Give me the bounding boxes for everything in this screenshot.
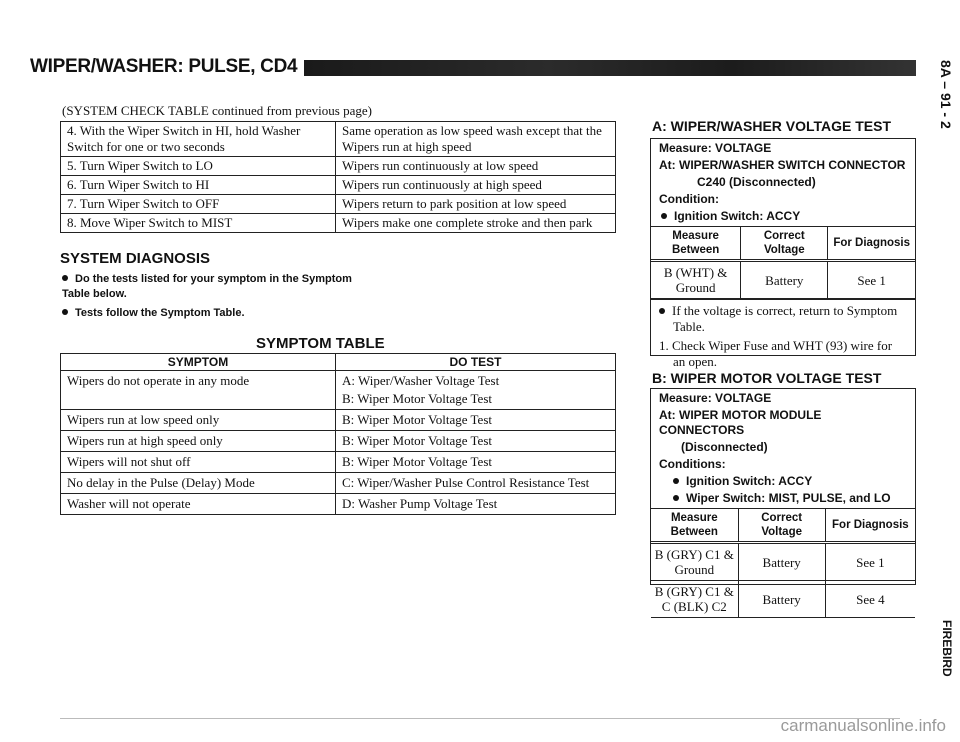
section-page-tab: 8A – 91 - 2 xyxy=(938,60,954,129)
bottom-rule xyxy=(60,718,900,719)
correct-voltage-header: Correct Voltage xyxy=(738,509,825,543)
test-b-measure-table xyxy=(651,508,915,618)
table-row xyxy=(61,214,616,233)
check-result: Wipers return to park position at low speed xyxy=(336,195,616,214)
diagnosis-bullet-text: Do the tests listed for your symptom in the Symptom Table below. xyxy=(62,273,352,300)
check-result: Wipers run continuously at low speed xyxy=(336,157,616,176)
do-test-cell: B: Wiper Motor Voltage Test xyxy=(336,410,616,431)
measure-between-cell: B (GRY) C1 & Ground xyxy=(651,543,738,581)
table-row xyxy=(61,157,616,176)
test-b-title: B: WIPER MOTOR VOLTAGE TEST xyxy=(652,370,882,386)
table-row xyxy=(61,176,616,195)
test-a-numbered-note: 1. Check Wiper Fuse and WHT (93) wire for an open. xyxy=(659,338,893,369)
check-step: 6. Turn Wiper Switch to HI xyxy=(61,176,336,195)
for-diagnosis-cell: See 4 xyxy=(825,581,915,618)
table-row xyxy=(61,452,616,473)
diagnosis-bullet xyxy=(62,272,362,302)
symptom-cell: Wipers run at low speed only xyxy=(61,410,336,431)
correct-voltage-cell: Battery xyxy=(741,261,828,299)
table-row xyxy=(61,494,616,515)
for-diagnosis-header: For Diagnosis xyxy=(825,509,915,543)
measure-between-header: Measure Between xyxy=(651,509,738,543)
table-row xyxy=(651,261,915,299)
check-result: Wipers make one complete stroke and then park xyxy=(336,214,616,233)
correct-voltage-header: Correct Voltage xyxy=(741,227,828,261)
table-header-row xyxy=(651,227,915,261)
table-row xyxy=(61,473,616,494)
do-test-cell: D: Washer Pump Voltage Test xyxy=(336,494,616,515)
symptom-cell: Wipers do not operate in any mode xyxy=(61,371,336,410)
symptom-cell: Wipers run at high speed only xyxy=(61,431,336,452)
test-b-at-line2: (Disconnected) xyxy=(681,440,768,454)
bullet-dot-icon xyxy=(661,213,667,219)
test-a-box xyxy=(650,138,916,369)
table-header-row xyxy=(61,354,616,371)
test-b-at-line1: At: WIPER MOTOR MODULE CONNECTORS xyxy=(659,408,822,437)
test-a-bullet-note xyxy=(659,303,907,335)
check-step: 4. With the Wiper Switch in HI, hold Washer Switch for one or two seconds xyxy=(61,122,336,157)
test-a-measure-table xyxy=(651,226,915,299)
table-row xyxy=(651,581,915,618)
symptom-cell: Wipers will not shut off xyxy=(61,452,336,473)
test-a-at-line1: At: WIPER/WASHER SWITCH CONNECTOR xyxy=(659,158,906,172)
table-row xyxy=(61,431,616,452)
correct-voltage-cell: Battery xyxy=(738,581,825,618)
check-result: Same operation as low speed wash except that the Wipers run at high speed xyxy=(336,122,616,157)
symptom-cell: No delay in the Pulse (Delay) Mode xyxy=(61,473,336,494)
for-diagnosis-cell: See 1 xyxy=(825,543,915,581)
check-step: 8. Move Wiper Switch to MIST xyxy=(61,214,336,233)
test-b-condition xyxy=(651,489,915,506)
table-row xyxy=(61,410,616,431)
do-test-cell: C: Wiper/Washer Pulse Control Resistance Test xyxy=(336,473,616,494)
diagnosis-bullet xyxy=(62,306,362,321)
table-header-row xyxy=(651,509,915,543)
watermark: carmanualsonline.info xyxy=(780,716,946,735)
diagnosis-bullet-text: Tests follow the Symptom Table. xyxy=(75,307,245,319)
symptom-table-title: SYMPTOM TABLE xyxy=(256,335,385,352)
test-ref: A: Wiper/Washer Voltage Test xyxy=(342,373,500,388)
do-test-cell: B: Wiper Motor Voltage Test xyxy=(336,452,616,473)
for-diagnosis-cell: See 1 xyxy=(828,261,915,299)
test-b-box xyxy=(650,388,916,614)
test-a-at-line2: C240 (Disconnected) xyxy=(697,175,816,189)
continued-note: (SYSTEM CHECK TABLE continued from previous page) xyxy=(62,103,372,118)
table-row xyxy=(61,122,616,157)
for-diagnosis-header: For Diagnosis xyxy=(828,227,915,261)
do-test-column-header: DO TEST xyxy=(336,354,616,371)
table-row xyxy=(61,371,616,410)
bullet-dot-icon xyxy=(673,495,679,501)
bullet-dot-icon xyxy=(62,309,68,315)
test-a-notes xyxy=(651,299,915,370)
diagnosis-heading: SYSTEM DIAGNOSIS xyxy=(60,250,211,267)
bullet-dot-icon xyxy=(659,308,665,314)
bullet-dot-icon xyxy=(673,478,679,484)
table-row xyxy=(61,195,616,214)
bullet-dot-icon xyxy=(62,275,68,281)
test-a-condition-label: Condition: xyxy=(659,192,719,206)
vehicle-model-tab: FIREBIRD xyxy=(940,620,954,677)
check-result: Wipers run continuously at high speed xyxy=(336,176,616,195)
test-ref: B: Wiper Motor Voltage Test xyxy=(342,391,492,406)
condition-text: Ignition Switch: ACCY xyxy=(686,474,813,488)
test-b-condition-label: Conditions: xyxy=(659,457,726,471)
table-row xyxy=(651,543,915,581)
measure-between-cell: B (WHT) & Ground xyxy=(651,261,741,299)
condition-text: Ignition Switch: ACCY xyxy=(674,209,801,223)
header-rule-bar xyxy=(304,60,916,76)
measure-between-header: Measure Between xyxy=(651,227,741,261)
symptom-cell: Washer will not operate xyxy=(61,494,336,515)
condition-text: Wiper Switch: MIST, PULSE, and LO xyxy=(686,491,891,505)
test-b-condition xyxy=(651,472,915,489)
system-check-table xyxy=(60,121,616,233)
symptom-column-header: SYMPTOM xyxy=(61,354,336,371)
test-a-condition xyxy=(651,207,915,224)
measure-between-cell: B (GRY) C1 & C (BLK) C2 xyxy=(651,581,738,618)
do-test-cell: B: Wiper Motor Voltage Test xyxy=(336,431,616,452)
check-step: 5. Turn Wiper Switch to LO xyxy=(61,157,336,176)
test-a-title: A: WIPER/WASHER VOLTAGE TEST xyxy=(652,118,892,134)
correct-voltage-cell: Battery xyxy=(738,543,825,581)
symptom-table xyxy=(60,353,616,515)
do-test-cell xyxy=(336,371,616,410)
test-b-measure: Measure: VOLTAGE xyxy=(659,391,772,405)
check-step: 7. Turn Wiper Switch to OFF xyxy=(61,195,336,214)
test-a-measure: Measure: VOLTAGE xyxy=(659,141,772,155)
page-title: WIPER/WASHER: PULSE, CD4 xyxy=(30,56,298,77)
bullet-note-text: If the voltage is correct, return to Symptom Table. xyxy=(672,303,898,334)
